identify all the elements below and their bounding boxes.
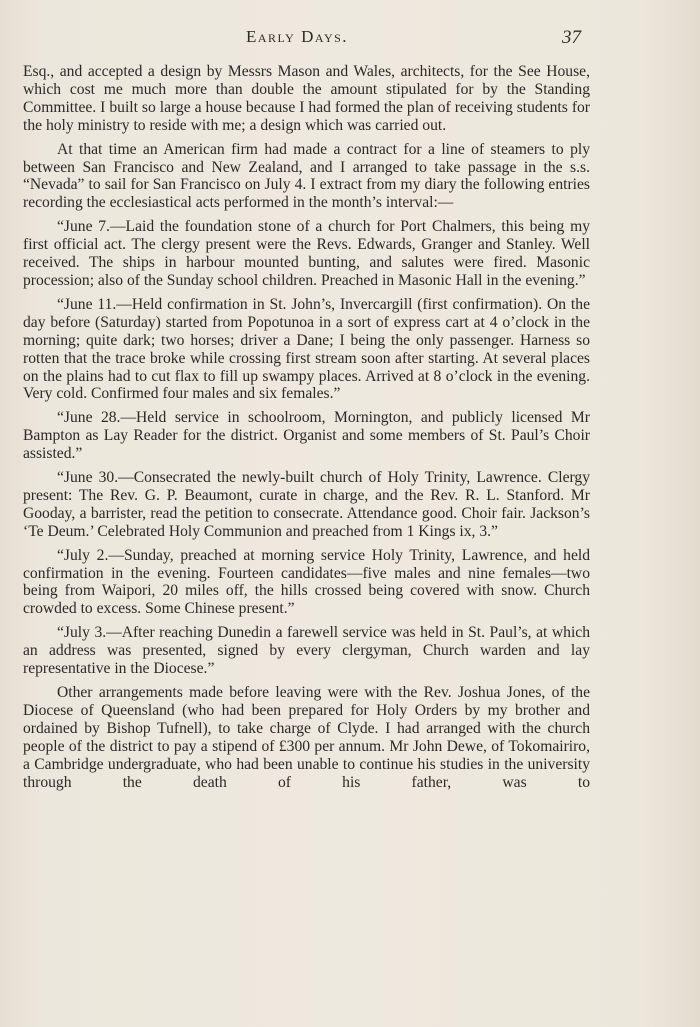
paragraph-diary-june-11: “June 11.—Held confirmation in St. John’s, Invercargill (first confirmation). On the day before (Saturday) started from Popotunoa in a sort of express cart at 4 o’clock in the morning; quite dark; two horses; driver a Dane; I being the only passenger. Harness so rotten that the trace broke while crossing first stream soon after starting. At several places on the plains had to cut flax to fill up swampy places. Arrived at 8 o’clock in the evening. Very cold. Confirmed four males and six females.”	[23, 295, 590, 403]
running-head-title: Early Days.	[246, 27, 349, 46]
paragraph-other-arrangements: Other arrangements made before leaving were with the Rev. Joshua Jones, of the Diocese of Queensland (who had been prepared for Holy Orders by my brother and ordained by Bishop Tufnell), to take charge of Clyde. I had arranged with the church people of the district to pay a stipend of £300 per annum. Mr John Dewe, of Tokomairiro, a Cambridge undergraduate, who had been unable to continue his studies in the university through the death of his father, was to	[23, 684, 590, 791]
paragraph-see-house: Esq., and accepted a design by Messrs Mason and Wales, architects, for the See House, which cost me much more than double the amount stipulated for by the Standing Committee. I built so large a house because I had formed the plan of receiving students for the holy ministry to reside with me; a design which was carried out.	[23, 63, 590, 134]
body-text	[23, 63, 590, 791]
paragraph-passage-arrangement: At that time an American firm had made a contract for a line of steamers to ply between San Francisco and New Zealand, and I arranged to take passage in the s.s. “Nevada” to sail for San Francisco on July 4. I extract from my diary the following entries recording the ecclesiastical acts performed in the month’s interval:—	[23, 140, 590, 212]
paragraph-diary-june-7: “June 7.—Laid the foundation stone of a church for Port Chalmers, this being my first official act. The clergy present were the Revs. Edwards, Granger and Stanley. Well received. The ships in harbour mounted bunting, and salutes were fired. Masonic procession; also of the Sunday school children. Preached in Masonic Hall in the evening.”	[23, 218, 590, 289]
page-number: 37	[562, 27, 581, 48]
paragraph-diary-july-2: “July 2.—Sunday, preached at morning service Holy Trinity, Lawrence, and held confirmation in the evening. Fourteen candidates—five males and nine females—two being from Waipori, 20 miles off, the hills crossed being covered with snow. Church crowded to excess. Some Chinese present.”	[23, 546, 590, 618]
running-head	[0, 27, 700, 51]
paragraph-diary-june-30: “June 30.—Consecrated the newly-built church of Holy Trinity, Lawrence. Clergy present: The Rev. G. P. Beaumont, curate in charge, and the Rev. R. L. Stanford. Mr Gooday, a barrister, read the petition to consecrate. Attendance good. Choir fair. Jackson’s ‘Te Deum.’ Celebrated Holy Communion and preached from 1 Kings ix, 3.”	[23, 469, 590, 540]
paragraph-diary-july-3: “July 3.—After reaching Dunedin a farewell service was held in St. Paul’s, at which an address was presented, signed by every clergyman, Church warden and lay representative in the Diocese.”	[23, 624, 590, 678]
paragraph-diary-june-28: “June 28.—Held service in schoolroom, Mornington, and publicly licensed Mr Bampton as Lay Reader for the district. Organist and some members of St. Paul’s Choir assisted.”	[23, 409, 590, 463]
